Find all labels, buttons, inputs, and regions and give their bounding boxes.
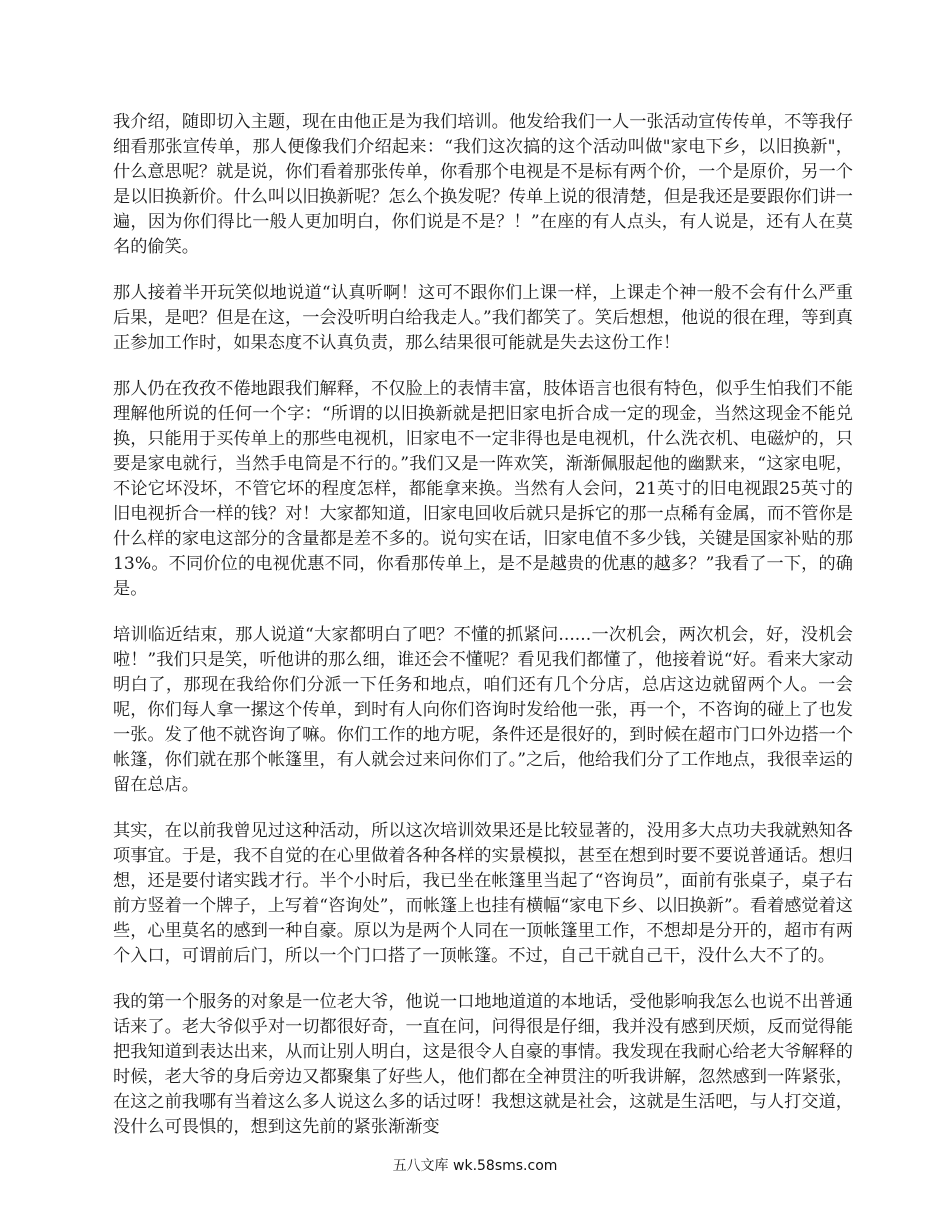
paragraph-6: 我的第一个服务的对象是一位老大爷，他说一口地地道道的本地话，受他影响我怎么也说不出普通话来了。老大爷似乎对一切都很好奇，一直在问，问得很是仔细，我并没有感到厌烦，反而觉得能把我知道到表达出来，从而让别人明白，这是很令人自豪的事情。我发现在我耐心给老大爷解释的时候，老大爷的身后旁边又都聚集了好些人，他们都在全神贯注的听我讲解，忽然感到一阵紧张，在这之前我哪有当着这么多人说这么多的话过呀！我想这就是社会，这就是生活吧，与人打交道，没什么可畏惧的，想到这先前的紧张渐渐变 [113,992,853,1137]
paragraph-2: 那人接着半开玩笑似地说道“认真听啊！这可不跟你们上课一样，上课走个神一般不会有什么严重后果，是吧？但是在这，一会没听明白给我走人。”我们都笑了。笑后想想，他说的很在理，等到真正参加工作时，如果态度不认真负责，那么结果很可能就是失去这份工作！ [113,283,853,353]
paragraph-5: 其实，在以前我曾见过这种活动，所以这次培训效果还是比较显著的，没用多大点功夫我就熟知各项事宜。于是，我不自觉的在心里做着各种各样的实景模拟，甚至在想到时要不要说普通话。想归想，还是要付诸实践才行。半个小时后，我已坐在帐篷里当起了“咨询员”，面前有张桌子，桌子右前方竖着一个牌子，上写着“咨询处”，而帐篷上也挂有横幅“家电下乡、以旧换新”。看着感觉着这些，心里莫名的感到一种自豪。原以为是两个人同在一顶帐篷里工作，不想却是分开的，超市有两个入口，可谓前后门，所以一个门口搭了一顶帐篷。不过，自己干就自己干，没什么大不了的。 [113,821,853,966]
paragraph-3: 那人仍在孜孜不倦地跟我们解释，不仅脸上的表情丰富，肢体语言也很有特色，似乎生怕我们不能理解他所说的任何一个字：“所谓的以旧换新就是把旧家电折合成一定的现金，当然这现金不能兑换，只能用于买传单上的那些电视机，旧家电不一定非得也是电视机，什么洗衣机、电磁炉的，只要是家电就行，当然手电筒是不行的。”我们又是一阵欢笑，渐渐佩服起他的幽默来，“这家电呢，不论它坏没坏，不管它坏的程度怎样，都能拿来换。当然有人会问，21英寸的旧电视跟25英寸的旧电视折合一样的钱？对！大家都知道，旧家电回收后就只是拆它的那一点稀有金属，而不管你是什么样的家电这部分的含量都是差不多的。说句实在话，旧家电值不多少钱，关键是国家补贴的那13%。不同价位的电视优惠不同，你看那传单上，是不是越贵的优惠的越多？”我看了一下，的确是。 [113,379,853,599]
paragraph-4: 培训临近结束，那人说道“大家都明白了吧？不懂的抓紧问......一次机会，两次机会，好，没机会啦！”我们只是笑，听他讲的那么细，谁还会不懂呢？看见我们都懂了，他接着说“好。看来大家动明白了，那现在我给你们分派一下任务和地点，咱们还有几个分店，总店这边就留两个人。一会呢，你们每人拿一摞这个传单，到时有人向你们咨询时发给他一张，再一个，不咨询的碰上了也发一张。发了他不就咨询了嘛。你们工作的地方呢，条件还是很好的，到时候在超市门口外边搭一个帐篷，你们就在那个帐篷里，有人就会过来问你们了。”之后，他给我们分了工作地点，我很幸运的留在总店。 [113,625,853,795]
paragraph-1: 我介绍，随即切入主题，现在由他正是为我们培训。他发给我们一人一张活动宣传传单，不等我仔细看那张宣传单，那人便像我们介绍起来：“我们这次搞的这个活动叫做"家电下乡，以旧换新"，什么意思呢？就是说，你们看着那张传单，你看那个电视是不是标有两个价，一个是原价，另一个是以旧换新价。什么叫以旧换新呢？怎么个换发呢？传单上说的很清楚，但是我还是要跟你们讲一遍，因为你们得比一般人更加明白，你们说是不是？！”在座的有人点头，有人说是，还有人在莫名的偷笑。 [113,112,853,257]
footer-watermark: 五八文库 wk.58sms.com [392,1158,558,1174]
document-body [113,110,853,1161]
